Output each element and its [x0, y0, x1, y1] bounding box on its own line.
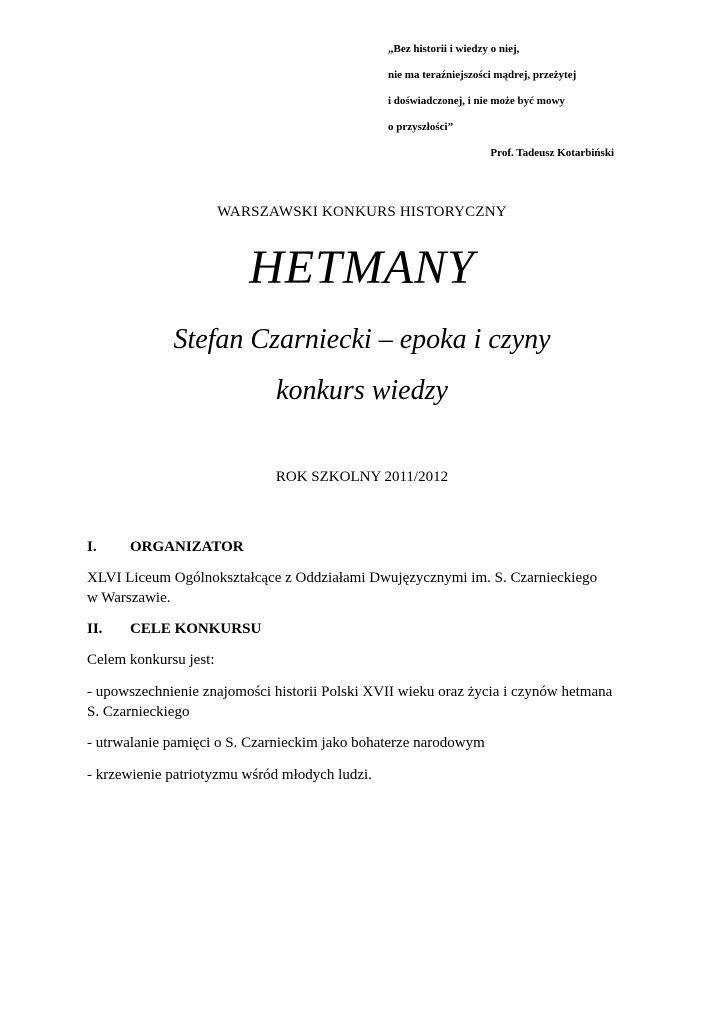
contest-name: WARSZAWSKI KONKURS HISTORYCZNY [217, 204, 507, 220]
subtitle-contest-type: konkurs wiedzy [276, 375, 448, 406]
organizer-text-line-1: XLVI Liceum Ogólnokształcące z Oddziałami Dwujęzycznymi im. S. Czarnieckiego [87, 570, 598, 586]
school-year: ROK SZKOLNY 2011/2012 [275, 469, 449, 485]
epigraph-line-4: o przyszłości” [388, 121, 454, 133]
goal-item-3: - krzewienie patriotyzmu wśród młodych ludzi. [87, 767, 372, 783]
goals-intro: Celem konkursu jest: [87, 652, 215, 668]
epigraph-line-3: i doświadczonej, i nie może być mowy [388, 95, 565, 107]
epigraph-line-2: nie ma teraźniejszości mądrej, przeżytej [388, 69, 577, 81]
subtitle-topic: Stefan Czarniecki – epoka i czyny [173, 324, 551, 355]
organizer-text-line-2: w Warszawie. [87, 590, 171, 606]
page-title: HETMANY [249, 241, 475, 294]
goal-item-1-continued: S. Czarnieckiego [87, 704, 190, 720]
section-1-number: I. [87, 539, 97, 555]
epigraph-line-1: „Bez historii i wiedzy o niej, [388, 43, 520, 55]
section-1-title: ORGANIZATOR [130, 539, 244, 555]
goal-item-2: - utrwalanie pamięci o S. Czarnieckim jako bohaterze narodowym [87, 735, 485, 751]
epigraph-author: Prof. Tadeusz Kotarbiński [490, 147, 614, 159]
section-2-title: CELE KONKURSU [130, 621, 262, 637]
goal-item-1: - upowszechnienie znajomości historii Polski XVII wieku oraz życia i czynów hetmana [87, 684, 613, 700]
section-2-number: II. [87, 621, 103, 637]
